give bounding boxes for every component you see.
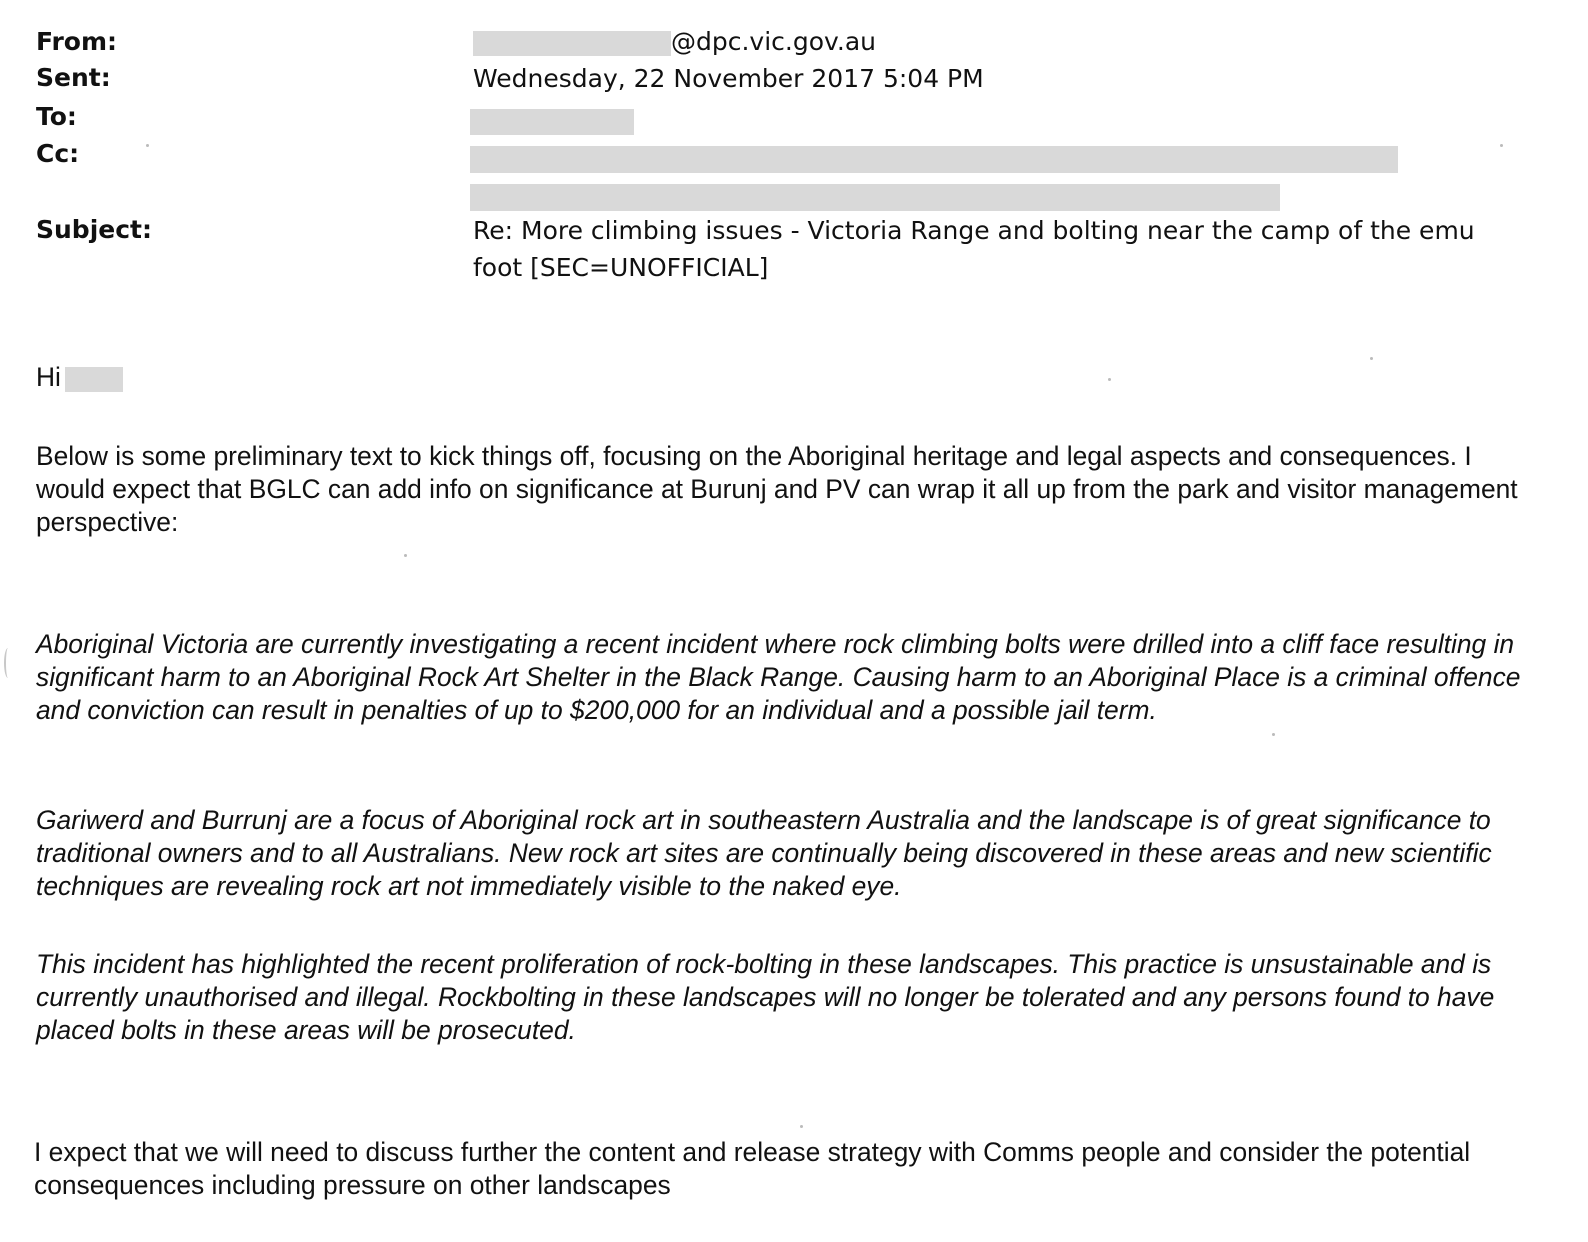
redacted-sender-name [473, 31, 671, 56]
closing-paragraph: I expect that we will need to discuss further the content and release strategy with Comms people and consider the potential consequences including pressure on other landscapes [34, 1137, 1471, 1200]
cc-label: Cc: [36, 139, 80, 168]
intro-paragraph: Below is some preliminary text to kick things off, focusing on the Aboriginal heritage and legal aspects and consequences. I would expect that BGLC can add info on significance at Burunj and PV can wrap it all up from the park and visitor management perspective: [36, 441, 1518, 537]
redacted-recipient-name [65, 367, 123, 392]
subject-line-1: Re: More climbing issues - Victoria Range and bolting near the camp of the emu [473, 216, 1475, 245]
scan-speck [404, 554, 407, 557]
scan-speck [146, 144, 149, 147]
scan-speck [1108, 378, 1111, 381]
subject-line-2: foot [SEC=UNOFFICIAL] [473, 253, 769, 282]
draft-paragraph-1: Aboriginal Victoria are currently investigating a recent incident where rock climbing bolts were drilled into a cliff face resulting in significant harm to an Aboriginal Rock Art Shelter in the Black Range. Causing harm to an Aboriginal Place is a criminal offence and conviction can result in penalties of up to $200,000 for an individual and a possible jail term. [36, 629, 1521, 725]
greeting [36, 361, 1526, 394]
from-label: From: [36, 27, 118, 56]
subject-label: Subject: [36, 215, 152, 244]
scan-speck [1370, 357, 1373, 360]
scan-speck [1272, 733, 1275, 736]
scan-speck [800, 1125, 803, 1128]
draft-paragraph-3: This incident has highlighted the recent proliferation of rock-bolting in these landscapes. This practice is unsustainable and is currently unauthorised and illegal. Rockbolting in these landscapes will no longer be tolerated and any persons found to have placed bolts in these areas will be prosecuted. [36, 949, 1495, 1045]
subject-value [473, 212, 1553, 286]
redacted-cc-recipients-line2 [470, 184, 1280, 211]
redacted-to-recipients [470, 109, 634, 135]
to-label: To: [36, 102, 77, 131]
draft-paragraph-2: Gariwerd and Burrunj are a focus of Aboriginal rock art in southeastern Australia and the landscape is of great significance to traditional owners and to all Australians. New rock art sites are continually being discovered in these areas and new scientific techniques are revealing rock art not immediately visible to the naked eye. [36, 805, 1492, 901]
redacted-cc-recipients-line1 [470, 146, 1398, 173]
scan-edge-mark [4, 648, 12, 678]
scan-speck [1500, 144, 1503, 147]
from-value [473, 23, 876, 60]
from-domain: @dpc.vic.gov.au [671, 27, 876, 56]
greeting-text: Hi [36, 362, 61, 392]
sent-label: Sent: [36, 63, 111, 92]
sent-value: Wednesday, 22 November 2017 5:04 PM [473, 64, 984, 93]
